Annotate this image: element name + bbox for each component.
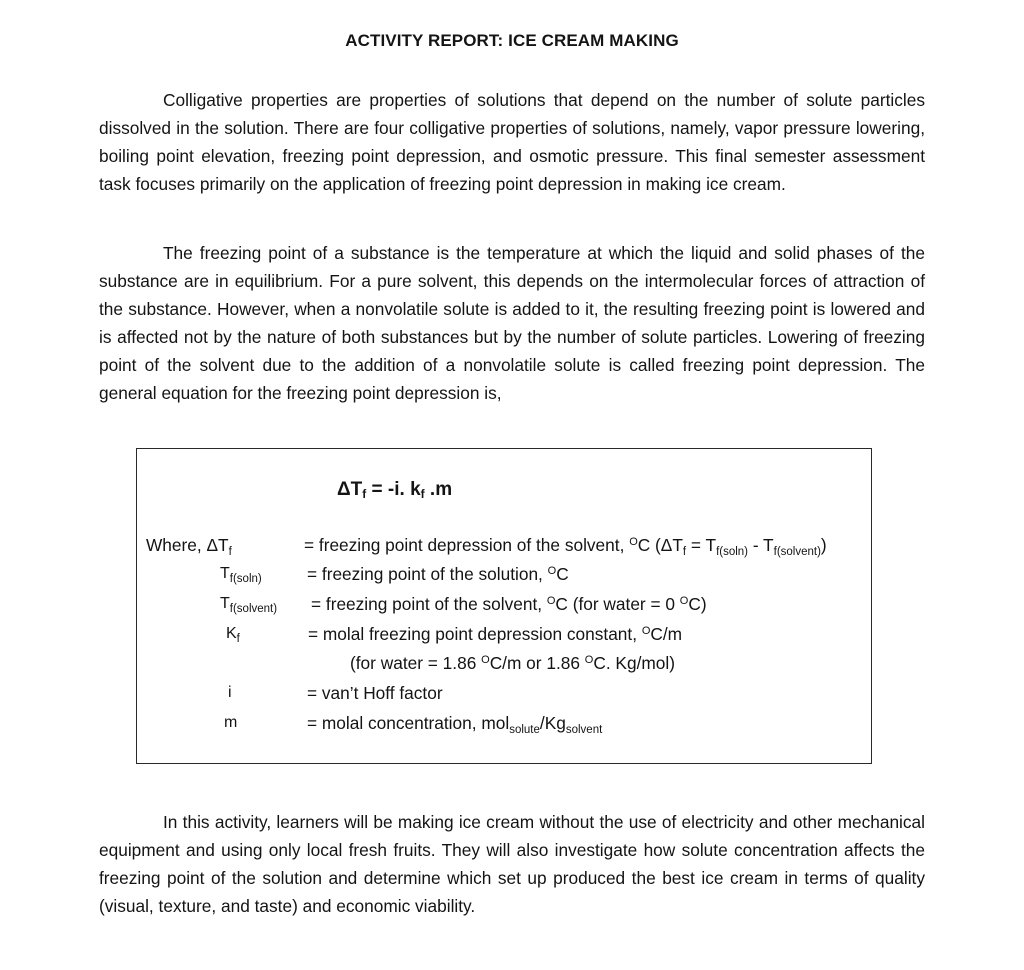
- activity-paragraph: [99, 808, 925, 920]
- symbol-kf: $K_f$: [226, 625, 240, 645]
- definition-t-solvent: = freezing point of the solvent, $^O$C (for water = 0 $^O$C): [311, 594, 707, 614]
- freezing-point-paragraph: [99, 239, 925, 407]
- report-title: ACTIVITY REPORT: ICE CREAM MAKING: [345, 31, 679, 50]
- definition-t-soln: = freezing point of the solution, $^O$C: [307, 564, 569, 584]
- definition-i: = van’t Hoff factor: [307, 683, 443, 703]
- intro-paragraph-text: Colligative properties are properties of solutions that depend on the number of solute particles dissolved in the solution. There are four colligative properties of solutions, namely, vapor pressure lowering, boiling point elevation, freezing point depression, and osmotic pressure. This final semester assessment task focuses primarily on the application of freezing point depression in making ice cream.: [99, 90, 925, 194]
- symbol-i: i: [228, 684, 232, 701]
- symbol-m: m: [224, 714, 238, 731]
- freezing-point-paragraph-text: The freezing point of a substance is the temperature at which the liquid and solid phases of the substance are in equilibrium. For a pure solvent, this depends on the intermolecular forces of attraction of the substance. However, when a nonvolatile solute is added to it, the resulting freezing point is lowered and is affected not by the nature of both substances but by the number of solute particles. Lowering of freezing point of the solvent due to the addition of a nonvolatile solute is called freezing point depression. The general equation for the freezing point depression is,: [99, 243, 925, 403]
- definition-delta-tf: = freezing point depression of the solvent, $^O$C $(\Delta T_f = T_{f(soln)} - T_{f(solvent)})$: [304, 535, 827, 558]
- freezing-point-equation: $\Delta T_f = -i$. $k_f$ .m: [337, 479, 453, 501]
- where-label: Where, $\Delta T_f$: [146, 535, 232, 558]
- definition-kf: = molal freezing point depression constant, $^O$C/m: [308, 624, 683, 644]
- symbol-t-solvent: $T_{f(solvent)}$: [220, 595, 278, 615]
- definition-kf-water: (for water = 1.86 $^O$C/m or 1.86 $^O$C. Kg/mol): [350, 653, 675, 673]
- symbol-t-soln: $T_{f(soln)}$: [220, 565, 262, 585]
- activity-paragraph-text: In this activity, learners will be making ice cream without the use of electricity and other mechanical equipment and using only local fresh fruits. They will also investigate how solute concentration affects the freezing point of the solution and determine which set up produced the best ice cream in terms of quality (visual, texture, and taste) and economic viability.: [99, 812, 925, 916]
- definition-m: = molal concentration, $mol_{solute}/Kg_{solvent}$: [307, 713, 603, 736]
- intro-paragraph: [99, 86, 925, 198]
